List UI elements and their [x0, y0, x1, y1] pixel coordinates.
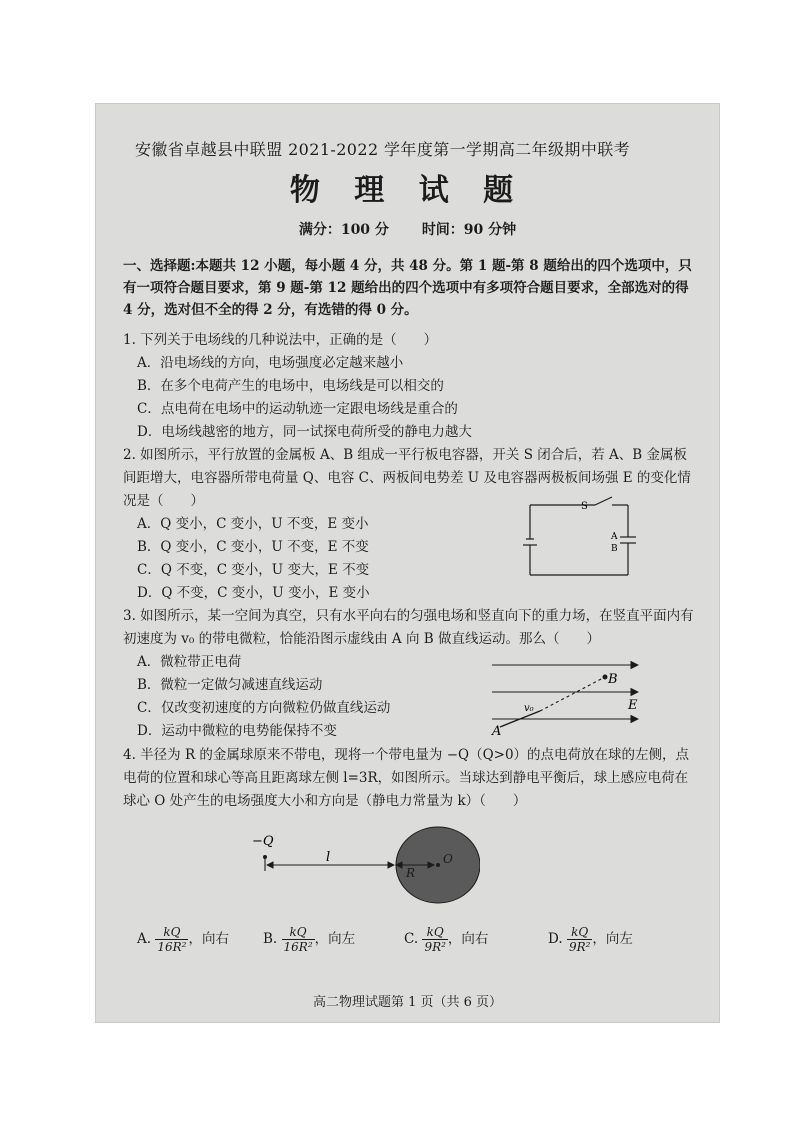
q4-option-a: A. $\frac{kQ}{\text{16R²}}$ ，向右	[137, 925, 229, 954]
page-footer: 高二物理试题第 1 页（共 6 页）	[312, 995, 503, 1010]
q3-option-a: A．微粒带正电荷	[137, 654, 242, 670]
field-e-label: E	[628, 698, 638, 713]
uniform-field-diagram	[490, 659, 650, 739]
section-instructions: 一、选择题:本题共 12 小题，每小题 4 分，共 48 分。第 1 题-第 8 题给出的四个选项中，只有一项符合题目要求，第 9 题-第 12 题给出的四个选项中有多项符合题目要求，全部选对的得 4 分，选对但不全的得 2 分，有选错的得 0 分。	[123, 258, 692, 318]
q4-option-c: C. $\frac{kQ}{\text{9R²}}$ ，向右	[404, 925, 489, 954]
q1-stem: 1. 下列关于电场线的几种说法中，正确的是（ ）	[123, 332, 438, 348]
point-b-label: B	[608, 672, 618, 687]
q2-stem: 2. 如图所示，平行放置的金属板 A、B 组成一平行板电容器，开关 S 闭合后，若 A、B 金属板间距增大，电容器所带电荷量 Q、电容 C、两板间电势差 U 及电容器两极板间场强 E 的变化情况是（ ）	[123, 447, 691, 509]
point-a-label: A	[492, 724, 502, 739]
center-o-label: O	[443, 852, 453, 866]
q2-option-d: D．Q 不变，C 变小，U 变小，E 变小	[137, 585, 370, 601]
q3-option-c: C．仅改变初速度的方向微粒仍做直线运动	[137, 700, 391, 716]
plate-a-label: A	[611, 532, 618, 542]
q4-option-b: B. $\frac{kQ}{\text{16R²}}$ ，向左	[263, 925, 356, 954]
exam-header: 安徽省卓越县中联盟 2021-2022 学年度第一学期高二年级期中联考	[135, 140, 631, 159]
distance-l-label: l	[326, 850, 331, 865]
q3-stem: 3. 如图所示，某一空间为真空，只有水平向右的匀强电场和竖直向下的重力场，在竖直平面内有初速度为 v₀ 的带电微粒，恰能沿图示虚线由 A 向 B 做直线运动。那么（ ）	[123, 608, 694, 647]
capacitor-circuit-diagram	[520, 495, 640, 585]
q2-option-c: C．Q 不变，C 变小，U 变大，E 不变	[137, 562, 370, 578]
v0-label: v₀	[524, 703, 534, 714]
radius-r-label: R	[406, 866, 416, 880]
q4-option-d: D. $\frac{kQ}{\text{9R²}}$ ，向左	[548, 925, 633, 954]
full-score: 满分：100 分	[298, 222, 389, 238]
switch-label: S	[581, 501, 588, 512]
page-title: 物 理 试 题	[289, 173, 526, 208]
q4-stem: 4. 半径为 R 的金属球原来不带电，现将一个带电量为 −Q（Q>0）的点电荷放在球的左侧，点电荷的位置和球心等高且距离球左侧 l=3R，如图所示。当球达到静电平衡后，球上感应电荷在球心 O 处产生的电场强度大小和方向是（静电力常量为 k）（ ）	[123, 747, 690, 809]
q1-option-a: A．沿电场线的方向，电场强度必定越来越小	[137, 355, 404, 371]
metal-sphere-diagram	[240, 821, 480, 916]
q1-option-c: C．点电荷在电场中的运动轨迹一定跟电场线是重合的	[137, 401, 458, 417]
q1-option-b: B．在多个电荷产生的电场中，电场线是可以相交的	[137, 378, 444, 394]
time-limit: 时间：90 分钟	[421, 222, 517, 238]
q3-option-b: B．微粒一定做匀减速直线运动	[137, 677, 323, 693]
q3-option-d: D．运动中微粒的电势能保持不变	[137, 723, 337, 739]
q2-option-b: B．Q 变小，C 变小，U 不变，E 不变	[137, 539, 369, 555]
q1-option-d: D．电场线越密的地方，同一试探电荷所受的静电力越大	[137, 424, 472, 440]
exam-meta	[95, 219, 720, 239]
q2-option-a: A．Q 变小，C 变小，U 不变，E 变小	[137, 516, 369, 532]
charge-label: −Q	[252, 834, 274, 849]
exam-sheet	[95, 103, 720, 1023]
plate-b-label: B	[611, 544, 618, 554]
